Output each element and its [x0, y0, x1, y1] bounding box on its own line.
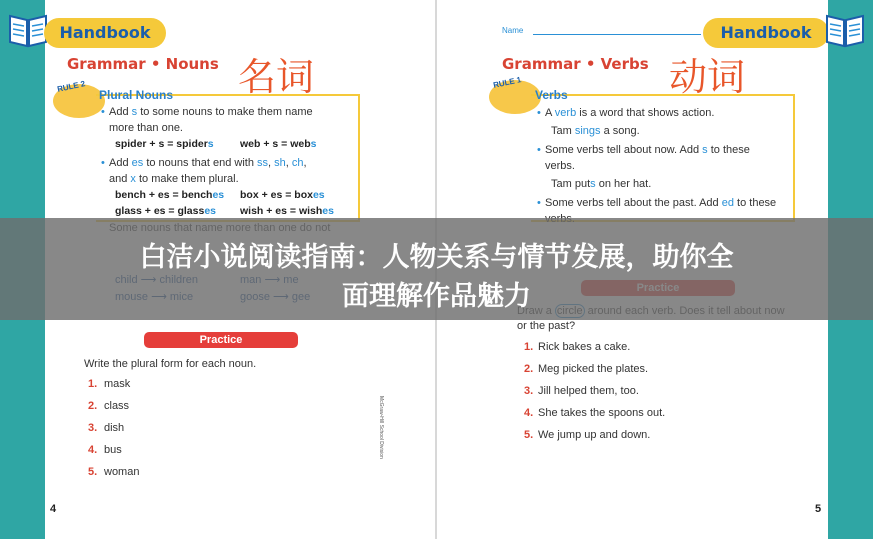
item-number: 4.	[88, 444, 98, 456]
item-number: 3.	[88, 422, 98, 434]
bullet: •	[537, 144, 541, 156]
example: Tam sings a song.	[551, 125, 640, 137]
rule-badge: RULE 2	[53, 84, 105, 118]
item-number: 5.	[524, 429, 534, 441]
book-icon	[6, 6, 50, 50]
example: web + s = webs	[240, 138, 317, 150]
caption-overlay	[0, 218, 873, 320]
name-line	[533, 34, 701, 35]
example: spider + s = spiders	[115, 138, 214, 150]
example: Tam puts on her hat.	[551, 178, 652, 190]
rule-badge: RULE 1	[489, 80, 541, 114]
caption-line: 白洁小说阅读指南：人物关系与情节发展，助你全	[139, 242, 734, 273]
item-number: 5.	[88, 466, 98, 478]
bullet: •	[537, 197, 541, 209]
rule-text: more than one.	[109, 122, 183, 134]
bullet: •	[537, 107, 541, 119]
practice-instruction: or the past?	[517, 320, 576, 332]
practice-item: bus	[104, 444, 122, 456]
publisher-credit: McGraw-Hill School Division	[378, 396, 384, 459]
item-number: 1.	[524, 341, 534, 353]
practice-banner: Practice	[144, 332, 298, 348]
item-number: 4.	[524, 407, 534, 419]
box-title: Plural Nouns	[99, 88, 174, 102]
practice-item: mask	[104, 378, 131, 390]
practice-item: dish	[104, 422, 125, 434]
chinese-annotation: 动词	[669, 55, 746, 99]
name-label: Name	[502, 26, 524, 35]
page-number: 4	[50, 503, 57, 515]
item-number: 2.	[524, 363, 534, 375]
handbook-banner: Handbook	[703, 18, 829, 48]
handbook-banner: Handbook	[44, 18, 166, 48]
practice-item: class	[104, 400, 130, 412]
rule-text: Some verbs tell about now. Add s to these	[545, 144, 750, 156]
rule-text: Some verbs tell about the past. Add ed to these	[545, 197, 777, 209]
chinese-annotation: 名词	[238, 55, 315, 99]
rule-text: Add s to some nouns to make them name	[109, 106, 313, 118]
bullet: •	[101, 106, 105, 118]
book-icon	[823, 6, 867, 50]
page-heading: Grammar • Verbs	[502, 55, 649, 73]
page-heading: Grammar • Nouns	[67, 55, 219, 73]
rule-text: Add es to nouns that end with ss, sh, ch,	[109, 157, 307, 169]
page-number: 5	[815, 503, 822, 515]
example: bench + es = benches	[115, 189, 225, 201]
example: wish + es = wishes	[240, 205, 334, 217]
practice-item: She takes the spoons out.	[538, 407, 666, 419]
item-number: 1.	[88, 378, 98, 390]
practice-item: Jill helped them, too.	[538, 385, 639, 397]
example: box + es = boxes	[240, 189, 325, 201]
practice-instruction: Write the plural form for each noun.	[84, 358, 257, 370]
rule-text: verbs.	[545, 160, 575, 172]
example: glass + es = glasses	[115, 205, 216, 217]
practice-item: We jump up and down.	[538, 429, 651, 441]
bullet: •	[101, 157, 105, 169]
item-number: 2.	[88, 400, 98, 412]
rule-text: and x to make them plural.	[109, 173, 239, 185]
practice-item: Meg picked the plates.	[538, 363, 649, 375]
item-number: 3.	[524, 385, 534, 397]
box-title: Verbs	[535, 88, 568, 102]
caption-line: 面理解作品魅力	[342, 281, 531, 312]
practice-item: Rick bakes a cake.	[538, 341, 631, 353]
rule-text: A verb is a word that shows action.	[545, 107, 715, 119]
practice-item: woman	[104, 466, 140, 478]
